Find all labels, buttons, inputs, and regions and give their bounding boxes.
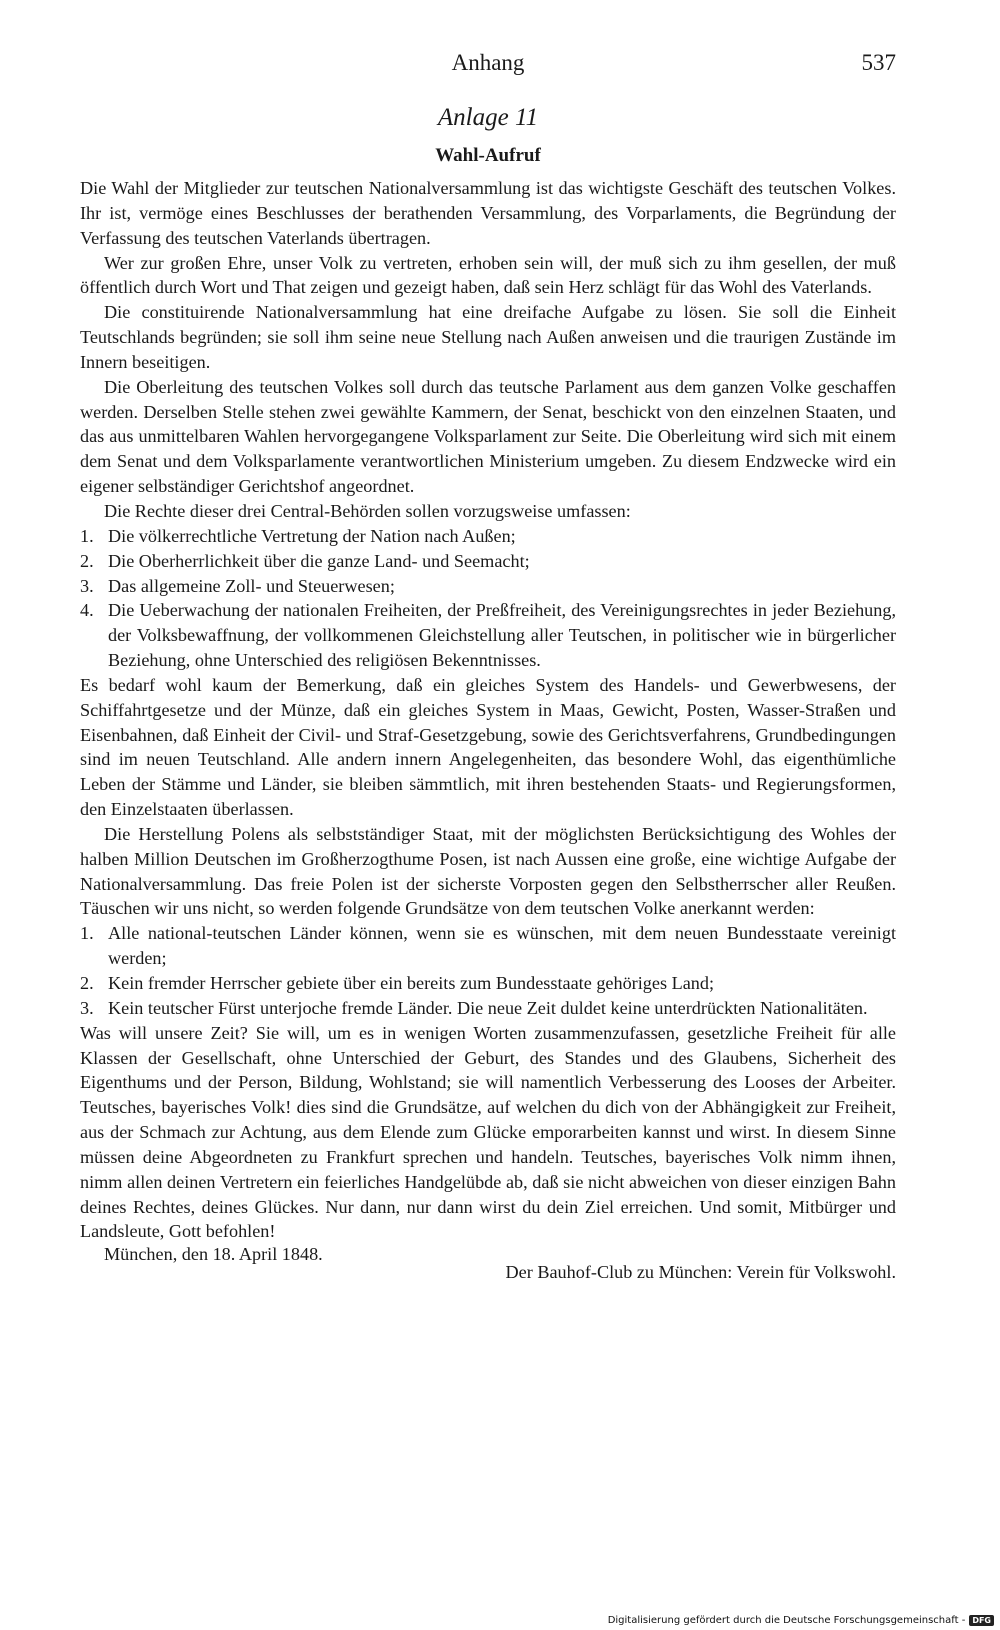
- list-text: Die Oberherrlichkeit über die ganze Land- und Seemacht;: [108, 550, 530, 571]
- footer-text: Digitalisierung gefördert durch die Deutsche Forschungsgemeinschaft -: [607, 1615, 966, 1626]
- list-item: [80, 524, 896, 549]
- principles-list: [80, 921, 896, 1020]
- signature-line: Der Bauhof-Club zu München: Verein für Volkswohl.: [505, 1262, 896, 1283]
- list-text: Alle national-teutschen Länder können, wenn sie es wünschen, mit dem neuen Bundesstaate vereinigt werden;: [108, 923, 896, 969]
- page-number: 537: [861, 50, 896, 75]
- appendix-label: Anlage 11: [437, 104, 539, 131]
- list-item: [80, 921, 896, 971]
- paragraph: Es bedarf wohl kaum der Bemerkung, daß ein gleiches System des Handels- und Gewerbwesens, der Schiffahrtgesetze und der Münze, daß ein gleiches System in Maas, Gewicht, Posten, Wasser-Straßen und Eisenbahnen, daß Einheit der Civil- und Straf-Gesetzgebung, sowie des Gerichtsverfahrens, Grundbedingungen sind im neuen Teutschland. Alle andern innern Angelegenheiten, das besondere Wohl, das eigenthümliche Leben der Stämme und Länder, sie bleiben sämmtlich, mit ihren bestehenden Staats- und Regierungsformen, den Einzelstaaten überlassen.: [80, 674, 896, 820]
- digitization-footer: [608, 1615, 994, 1626]
- closing-block: [80, 1244, 896, 1294]
- list-number: 4.: [80, 600, 94, 621]
- list-text: Das allgemeine Zoll- und Steuerwesen;: [108, 575, 395, 596]
- list-number: 1.: [80, 923, 94, 944]
- page-header: [80, 50, 896, 86]
- list-text: Die völkerrechtliche Vertretung der Nation nach Außen;: [108, 525, 516, 546]
- dfg-logo-icon: DFG: [969, 1615, 994, 1626]
- list-item: [80, 971, 896, 996]
- list-number: 3.: [80, 575, 94, 596]
- list-item: [80, 598, 896, 673]
- list-item: [80, 549, 896, 574]
- list-text: Kein fremder Herrscher gebiete über ein bereits zum Bundesstaate gehöriges Land;: [108, 973, 715, 993]
- list-item: [80, 574, 896, 599]
- list-number: 2.: [80, 973, 94, 993]
- list-text: Kein teutscher Fürst unterjoche fremde Länder. Die neue Zeit duldet keine unterdrückten Nationalitäten.: [108, 997, 868, 1018]
- list-text: Die Ueberwachung der nationalen Freiheiten, der Preßfreiheit, des Vereinigungsrechtes in jeder Beziehung, der Volksbewaffnung, der vollkommenen Gleichstellung aller Teutschen, in politischer wie in bürgerlicher Beziehung, ohne Unterschied des religiösen Bekenntnisses.: [108, 600, 896, 671]
- paragraph: Die Herstellung Polens als selbstständiger Staat, mit der möglichsten Berücksichtigung des Wohles der halben Million Deutschen im Großherzogthume Posen, ist nach Aussen eine große, eine wichtige Aufgabe der Nationalversammlung. Das freie Polen ist der sicherste Vorposten gegen den Selbstherrscher aller Reußen. Täuschen wir uns nicht, so werden folgende Grundsätze von dem teutschen Volke anerkannt werden:: [80, 823, 896, 919]
- paragraph: Die Oberleitung des teutschen Volkes soll durch das teutsche Parlament aus dem ganzen Volke geschaffen werden. Derselben Stelle stehen zwei gewählte Kammern, der Senat, beschickt von den einzelnen Staaten, und das aus unmittelbaren Wahlen hervorgegangene Volksparlament zur Seite. Die Oberleitung wird sich mit einem dem Senat und dem Volksparlamente verantwortlichen Ministerium umgeben. Zu diesem Endzwecke wird ein eigener selbständiger Gerichtshof angeordnet.: [80, 376, 896, 497]
- paragraph: Die constituirende Nationalversammlung hat eine dreifache Aufgabe zu lösen. Sie soll die Einheit Teutschlands begründen; sie soll ihm seine neue Stellung nach Außen anweisen und die traurigen Zustände im Innern beseitigen.: [80, 302, 896, 372]
- running-head: Anhang: [451, 50, 525, 75]
- paragraph: Die Rechte dieser drei Central-Behörden sollen vorzugsweise umfassen:: [104, 500, 631, 521]
- date-line: München, den 18. April 1848.: [104, 1244, 323, 1265]
- list-item: [80, 996, 896, 1021]
- rights-list: [80, 524, 896, 673]
- body-text: [80, 176, 896, 1244]
- list-number: 3.: [80, 997, 94, 1018]
- paragraph: Die Wahl der Mitglieder zur teutschen Nationalversammlung ist das wichtigste Geschäft des teutschen Volkes. Ihr ist, vermöge eines Beschlusses der berathenden Versammlung, des Vorparlaments, die Begründung der Verfassung des teutschen Vaterlands übertragen.: [80, 178, 896, 248]
- document-title: Wahl-Aufruf: [435, 145, 541, 166]
- document-page: [80, 50, 896, 1294]
- list-number: 1.: [80, 525, 94, 546]
- list-number: 2.: [80, 550, 94, 571]
- paragraph: Was will unsere Zeit? Sie will, um es in wenigen Worten zusammenzufassen, gesetzliche Freiheit für alle Klassen der Gesellschaft, ohne Unterschied der Geburt, des Standes und des Glaubens, Sicherheit des Eigenthums und der Person, Bildung, Wohlstand; sie will namentlich Verbesserung des Looses der Arbeiter. Teutsches, bayerisches Volk! dies sind die Grundsätze, auf welchen du dich von der Abhängigkeit zur Freiheit, aus der Schmach zur Achtung, aus dem Elende zum Glücke emporarbeiten kannst und wirst. In diesem Sinne müssen deine Abgeordneten zu Frankfurt sprechen und handeln. Teutsches, bayerisches Volk nimm ihnen, nimm allen deinen Vertretern ein feierliches Handgelübde ab, daß sie nicht abweichen von dieser einzigen Bahn deines Rechtes, deines Glückes. Nur dann, nur dann wirst du dein Ziel erreichen. Und somit, Mitbürger und Landsleute, Gott befohlen!: [80, 1022, 896, 1242]
- paragraph: Wer zur großen Ehre, unser Volk zu vertreten, erhoben sein will, der muß sich zu ihm gesellen, der muß öffentlich durch Wort und That zeigen und gezeigt haben, daß sein Herz schlägt für das Wohl des Vaterlands.: [80, 252, 896, 298]
